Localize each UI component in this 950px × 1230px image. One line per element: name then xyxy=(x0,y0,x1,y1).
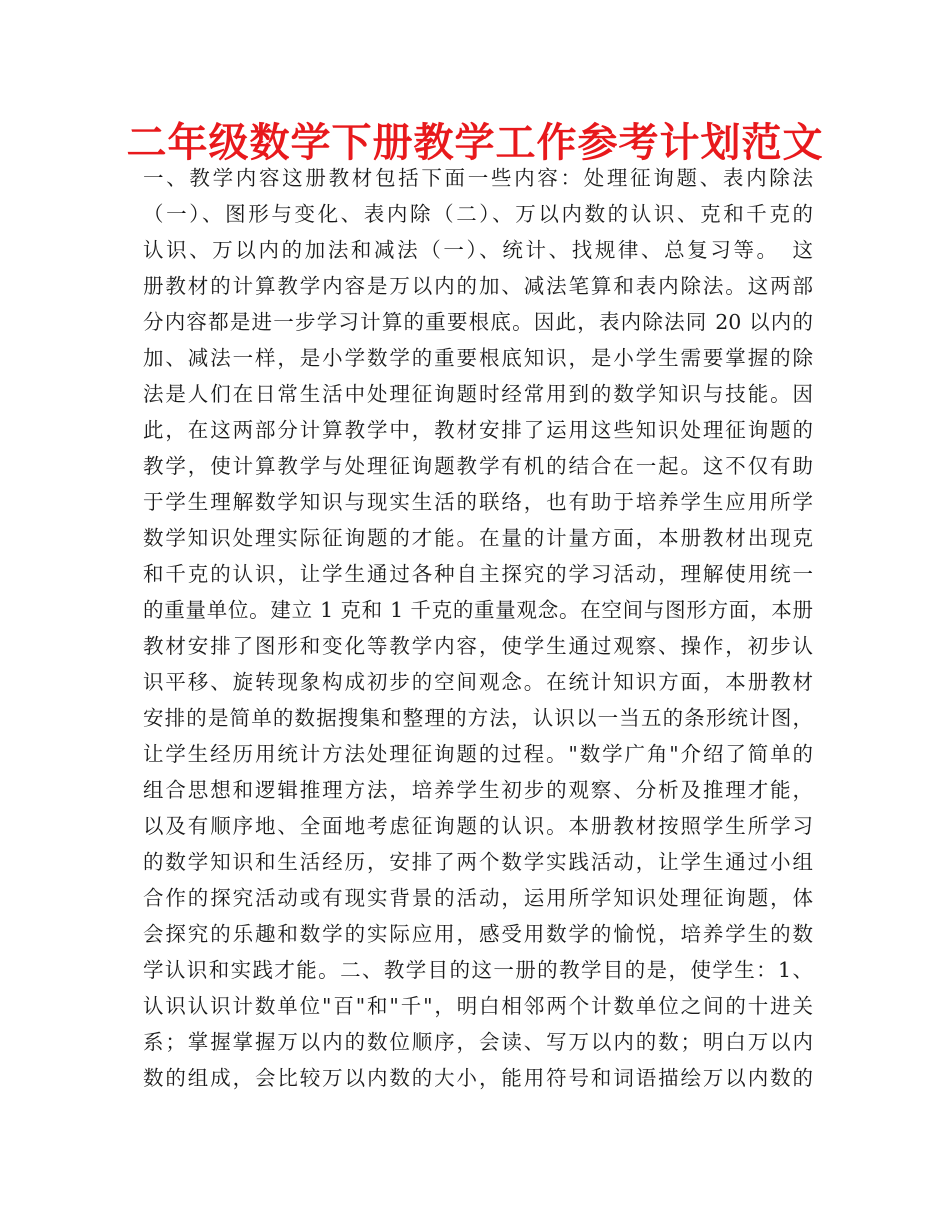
body-line: 合作的探究活动或有现实背景的活动，运用所学知识处理征询题，体 xyxy=(143,886,813,910)
body-line: 和千克的认识，让学生通过各种自主探究的学习活动，理解使用统一 xyxy=(143,562,813,586)
body-line: 数学知识处理实际征询题的才能。在量的计量方面，本册教材出现克 xyxy=(143,526,813,550)
body-line: 系；掌握掌握万以内的数位顺序，会读、写万以内的数；明白万以内 xyxy=(143,1030,813,1054)
body-line: 学认识和实践才能。二、教学目的这一册的教学目的是，使学生：1、 xyxy=(143,958,813,982)
body-line: 教学，使计算教学与处理征询题教学有机的结合在一起。这不仅有助 xyxy=(143,454,813,478)
body-line: 数的组成，会比较万以内数的大小，能用符号和词语描绘万以内数的 xyxy=(143,1066,813,1090)
document-title: 二年级数学下册教学工作参考计划范文 xyxy=(126,120,824,166)
body-line: 识平移、旋转现象构成初步的空间观念。在统计知识方面，本册教材 xyxy=(143,670,813,694)
body-line: 于学生理解数学知识与现实生活的联络，也有助于培养学生应用所学 xyxy=(143,490,813,514)
body-line: 此，在这两部分计算教学中，教材安排了运用这些知识处理征询题的 xyxy=(143,418,813,442)
body-line: 的重量单位。建立 1 克和 1 千克的重量观念。在空间与图形方面，本册 xyxy=(143,598,813,622)
body-line: 法是人们在日常生活中处理征询题时经常用到的数学知识与技能。因 xyxy=(143,382,813,406)
body-line: 加、减法一样，是小学数学的重要根底知识，是小学生需要掌握的除 xyxy=(143,346,813,370)
body-line: 一、教学内容这册教材包括下面一些内容：处理征询题、表内除法 xyxy=(143,166,813,190)
body-line: 册教材的计算教学内容是万以内的加、减法笔算和表内除法。这两部 xyxy=(143,274,813,298)
body-line: （一）、图形与变化、表内除（二）、万以内数的认识、克和千克的 xyxy=(143,202,813,226)
body-line: 的数学知识和生活经历，安排了两个数学实践活动，让学生通过小组 xyxy=(143,850,813,874)
body-line: 认识、万以内的加法和减法（一）、统计、找规律、总复习等。 这 xyxy=(143,238,813,262)
body-line: 教材安排了图形和变化等教学内容，使学生通过观察、操作，初步认 xyxy=(143,634,813,658)
body-line: 分内容都是进一步学习计算的重要根底。因此，表内除法同 20 以内的 xyxy=(143,310,813,334)
body-line: 会探究的乐趣和数学的实际应用，感受用数学的愉悦，培养学生的数 xyxy=(143,922,813,946)
body-line: 以及有顺序地、全面地考虑征询题的认识。本册教材按照学生所学习 xyxy=(143,814,813,838)
document-body xyxy=(143,160,813,1096)
body-line: 让学生经历用统计方法处理征询题的过程。"数学广角"介绍了简单的 xyxy=(143,742,813,766)
body-line: 认识认识计数单位"百"和"千"，明白相邻两个计数单位之间的十进关 xyxy=(143,994,813,1018)
body-line: 组合思想和逻辑推理方法，培养学生初步的观察、分析及推理才能， xyxy=(143,778,813,802)
body-line: 安排的是简单的数据搜集和整理的方法，认识以一当五的条形统计图， xyxy=(143,706,813,730)
